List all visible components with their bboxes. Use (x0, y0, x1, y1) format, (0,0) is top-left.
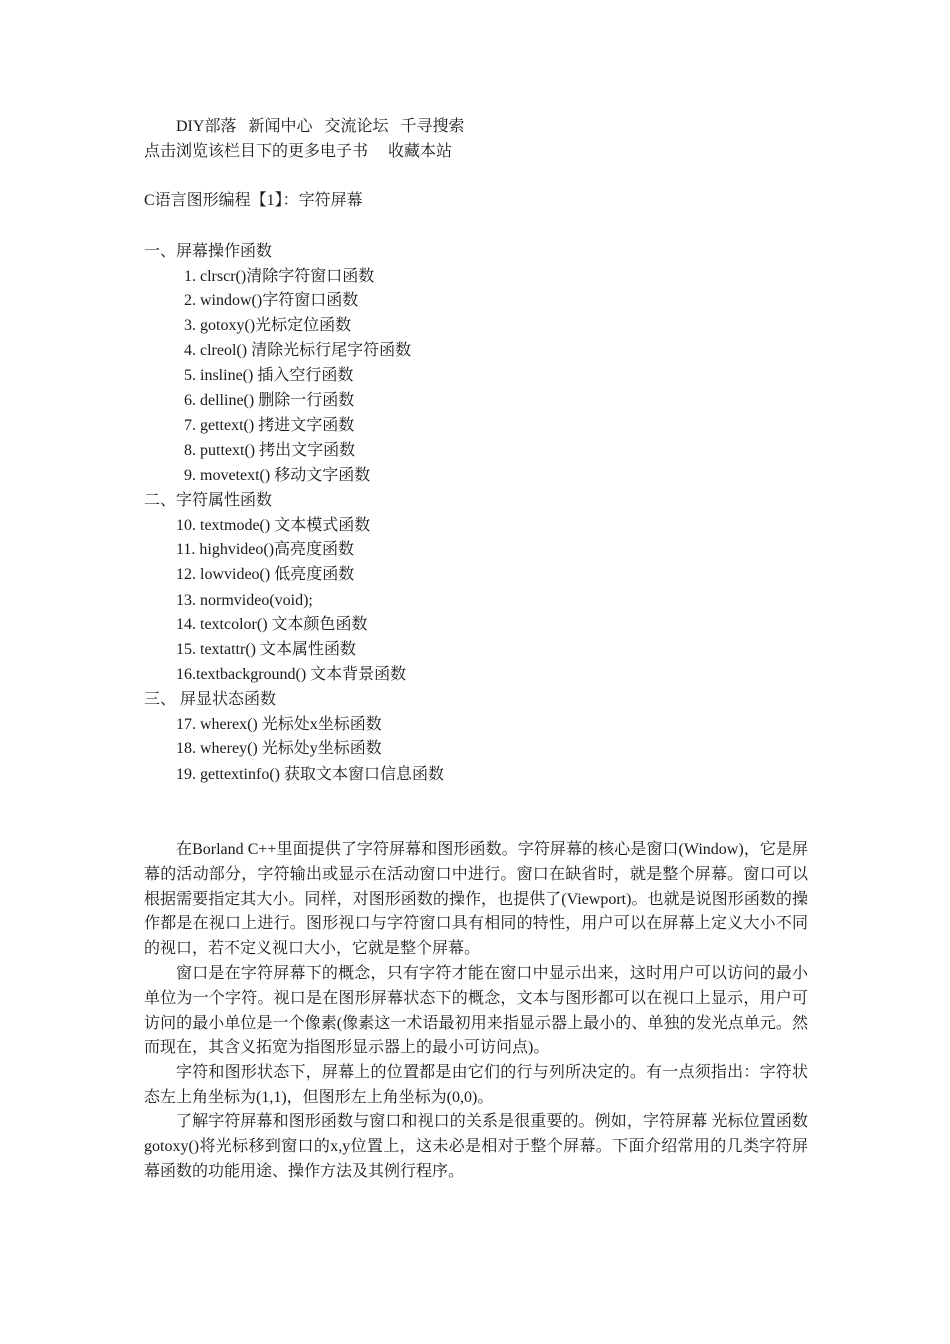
bookmark-link[interactable]: 收藏本站 (388, 143, 453, 160)
list-item: 2. window()字符窗口函数 (184, 292, 359, 309)
list-item: 15. textattr() 文本属性函数 (176, 641, 356, 658)
list-item: 9. movetext() 移动文字函数 (184, 467, 371, 484)
nav-link-news[interactable]: 新闻中心 (248, 118, 313, 135)
list-item: 18. wherey() 光标处y坐标函数 (176, 740, 382, 757)
top-nav (176, 117, 465, 137)
body-paragraph: 了解字符屏幕和图形函数与窗口和视口的关系是很重要的。例如，字符屏幕 光标位置函数gotoxy()将光标移到窗口的x,y位置上，这未必是相对于整个屏幕。下面介绍常用的几类字符屏幕函数的功能用途、操作方法及其例行程序。 (144, 1113, 808, 1180)
list-item: 4. clreol() 清除光标行尾字符函数 (184, 342, 412, 359)
list-item: 3. gotoxy()光标定位函数 (184, 317, 352, 334)
list-item: 5. insline() 插入空行函数 (184, 367, 354, 384)
list-item: 7. gettext() 拷进文字函数 (184, 417, 355, 434)
section-heading: 三、 屏显状态函数 (144, 691, 277, 708)
section-heading: 一、屏幕操作函数 (144, 243, 273, 260)
list-item: 19. gettextinfo() 获取文本窗口信息函数 (176, 766, 444, 783)
list-item: 12. lowvideo() 低亮度函数 (176, 566, 355, 583)
list-item: 16.textbackground() 文本背景函数 (176, 666, 407, 683)
body-paragraph: 字符和图形状态下，屏幕上的位置都是由它们的行与列所决定的。有一点须指出：字符状态左上角坐标为(1,1)，但图形左上角坐标为(0,0)。 (144, 1064, 808, 1106)
list-item: 14. textcolor() 文本颜色函数 (176, 616, 368, 633)
list-item: 11. highvideo()高亮度函数 (176, 541, 355, 558)
body-paragraph: 在Borland C++里面提供了字符屏幕和图形函数。字符屏幕的核心是窗口(Window)，它是屏幕的活动部分，字符输出或显示在活动窗口中进行。窗口在缺省时，就是整个屏幕。窗口可以根据需要指定其大小。同样，对图形函数的操作，也提供了(Viewport)。也就是说图形函数的操作都是在视口上进行。图形视口与字符窗口具有相同的特性，用户可以在屏幕上定义大小不同的视口，若不定义视口大小，它就是整个屏幕。 (144, 841, 808, 958)
sub-links (144, 142, 452, 162)
list-item: 1. clrscr()清除字符窗口函数 (184, 268, 375, 285)
list-item: 10. textmode() 文本模式函数 (176, 517, 371, 534)
body-paragraph: 窗口是在字符屏幕下的概念，只有字符才能在窗口中显示出来，这时用户可以访问的最小单位为一个字符。视口是在图形屏幕状态下的概念，文本与图形都可以在视口上显示，用户可访问的最小单位是一个像素(像素这一术语最初用来指显示器上最小的、单独的发光点单元。然而现在，其含义拓宽为指图形显示器上的最小可访问点)。 (144, 965, 808, 1057)
list-item: 17. wherex() 光标处x坐标函数 (176, 716, 382, 733)
nav-link-diy[interactable]: DIY部落 (176, 118, 237, 135)
list-item: 6. delline() 删除一行函数 (184, 392, 355, 409)
page-title: C语言图形编程【1】：字符屏幕 (144, 192, 363, 209)
list-item: 13. normvideo(void); (176, 592, 313, 609)
list-item: 8. puttext() 拷出文字函数 (184, 442, 356, 459)
nav-link-search[interactable]: 千寻搜索 (400, 118, 465, 135)
section-heading: 二、字符属性函数 (144, 492, 273, 509)
more-ebooks-link[interactable]: 点击浏览该栏目下的更多电子书 (144, 143, 369, 160)
nav-link-forum[interactable]: 交流论坛 (324, 118, 389, 135)
